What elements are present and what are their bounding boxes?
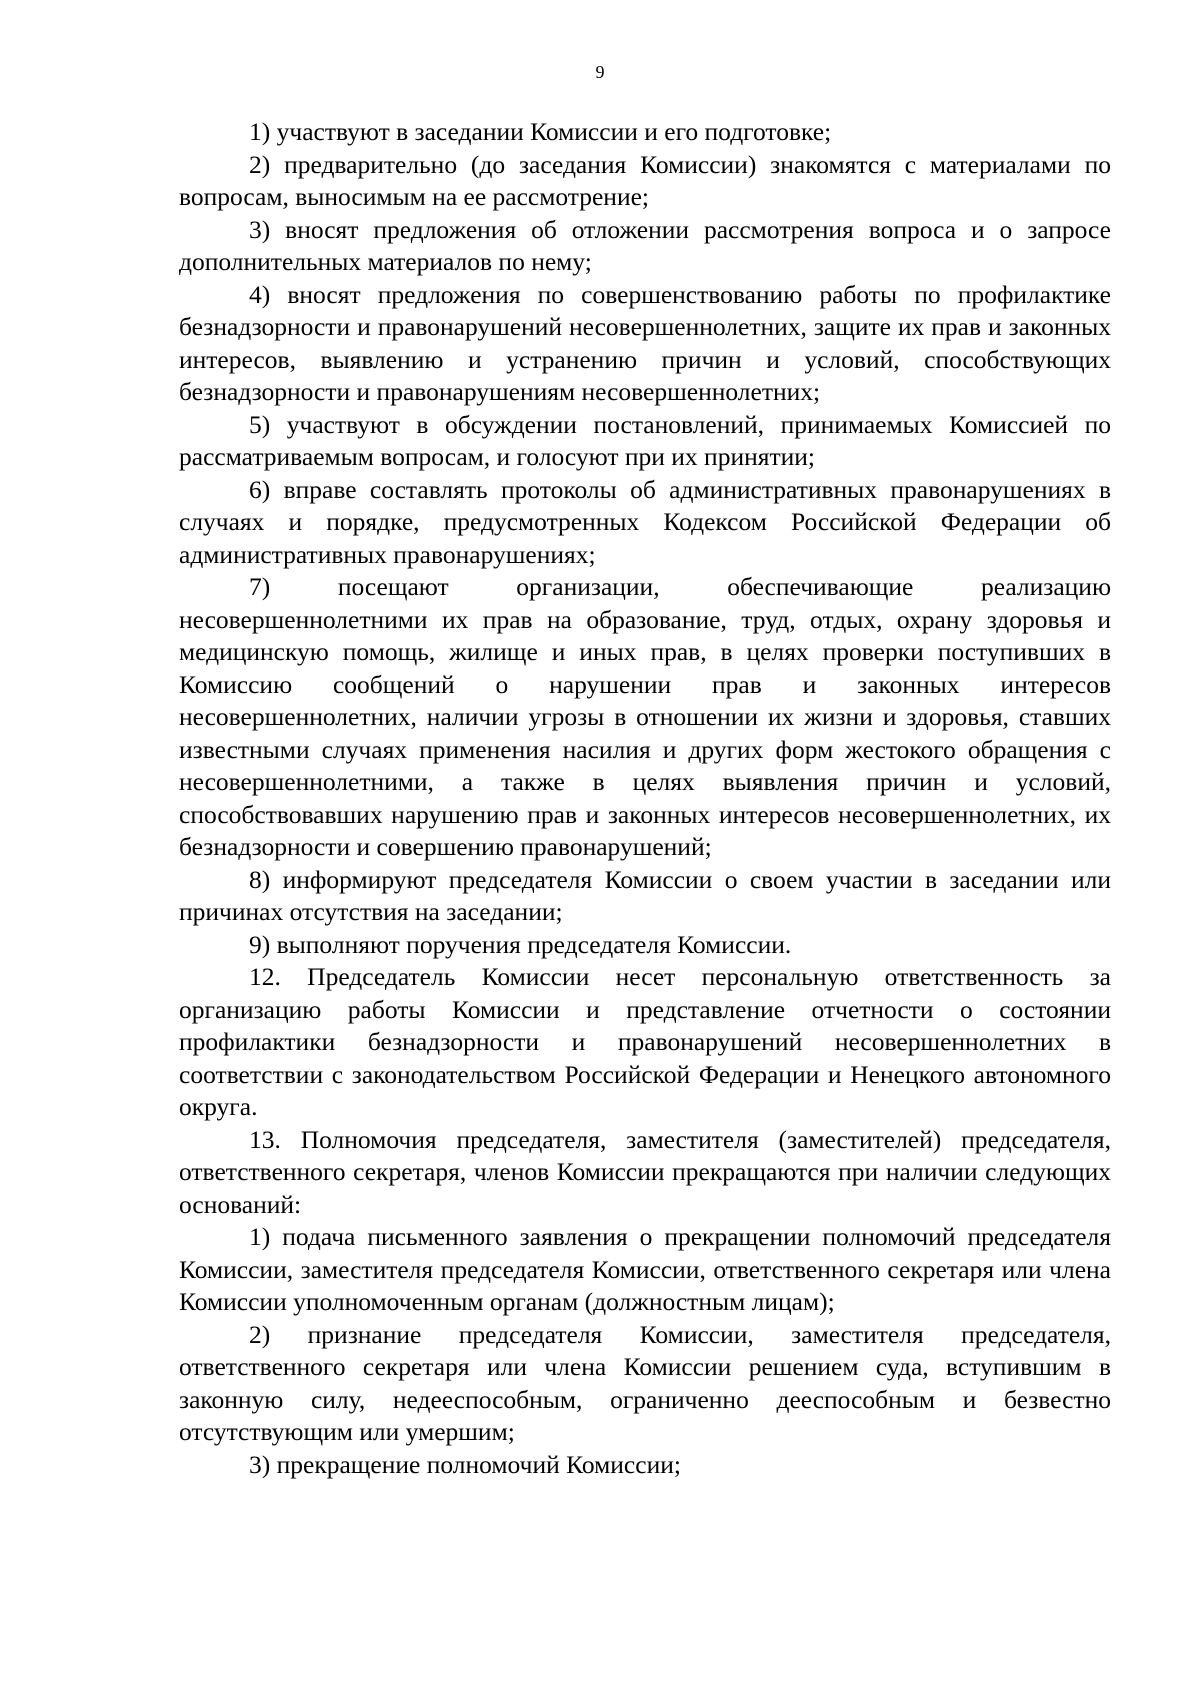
paragraph-section-12: 12. Председатель Комиссии несет персональную ответственность за организацию работы Комиссии и представление отчетности о состоянии профилактики безнадзорности и правонарушений несовершеннолетних в соответствии с законодательством Российской Федерации и Ненецкого автономного округа. [179, 962, 1111, 1121]
paragraph-subitem-1: 1) подача письменного заявления о прекращении полномочий председателя Комиссии, заместителя председателя Комиссии, ответственного секретаря или члена Комиссии уполномоченным органам (должностным лицам); [179, 1222, 1111, 1316]
paragraph-item-8: 8) информируют председателя Комиссии о своем участии в заседании или причинах отсутствия на заседании; [179, 864, 1111, 926]
paragraph-item-5: 5) участвуют в обсуждении постановлений, принимаемых Комиссией по рассматриваемым вопросам, и голосуют при их принятии; [179, 409, 1111, 471]
paragraph-item-4: 4) вносят предложения по совершенствованию работы по профилактике безнадзорности и правонарушений несовершеннолетних, защите их прав и законных интересов, выявлению и устранению причин и условий, способствующих безнадзорности и правонарушениям несовершеннолетних; [179, 279, 1111, 406]
page-number: 9 [595, 62, 605, 82]
paragraph-section-13: 13. Полномочия председателя, заместителя (заместителей) председателя, ответственного секретаря, членов Комиссии прекращаются при наличии следующих оснований: [179, 1124, 1111, 1219]
paragraph-item-6: 6) вправе составлять протоколы об административных правонарушениях в случаях и порядке, предусмотренных Кодексом Российской Федерации об административных правонарушениях; [179, 474, 1111, 569]
paragraph-item-2: 2) предварительно (до заседания Комиссии) знакомятся с материалами по вопросам, выносимым на ее рассмотрение; [179, 149, 1111, 211]
paragraph-item-3: 3) вносят предложения об отложении рассмотрения вопроса и о запросе дополнительных материалов по нему; [179, 214, 1111, 276]
paragraph-item-7: 7) посещают организации, обеспечивающие реализацию несовершеннолетними их прав на образование, труд, отдых, охрану здоровья и медицинскую помощь, жилище и иных прав, в целях проверки поступивших в Комиссию сообщений о нарушении прав и законных интересов несовершеннолетних, наличии угрозы в отношении их жизни и здоровья, ставших известными случаях применения насилия и других форм жестокого обращения с несовершеннолетними, а также в целях выявления причин и условий, способствовавших нарушению прав и законных интересов несовершеннолетних, их безнадзорности и совершению правонарушений; [179, 572, 1111, 861]
paragraph-subitem-2: 2) признание председателя Комиссии, заместителя председателя, ответственного секретаря или члена Комиссии решением суда, вступившим в законную силу, недееспособным, ограниченно дееспособным и безвестно отсутствующим или умершим; [179, 1319, 1111, 1446]
paragraph-item-9: 9) выполняют поручения председателя Комиссии. [249, 929, 792, 959]
paragraph-subitem-3: 3) прекращение полномочий Комиссии; [249, 1449, 681, 1479]
document-body [179, 116, 1111, 1481]
paragraph-item-1: 1) участвуют в заседании Комиссии и его подготовке; [249, 117, 832, 146]
